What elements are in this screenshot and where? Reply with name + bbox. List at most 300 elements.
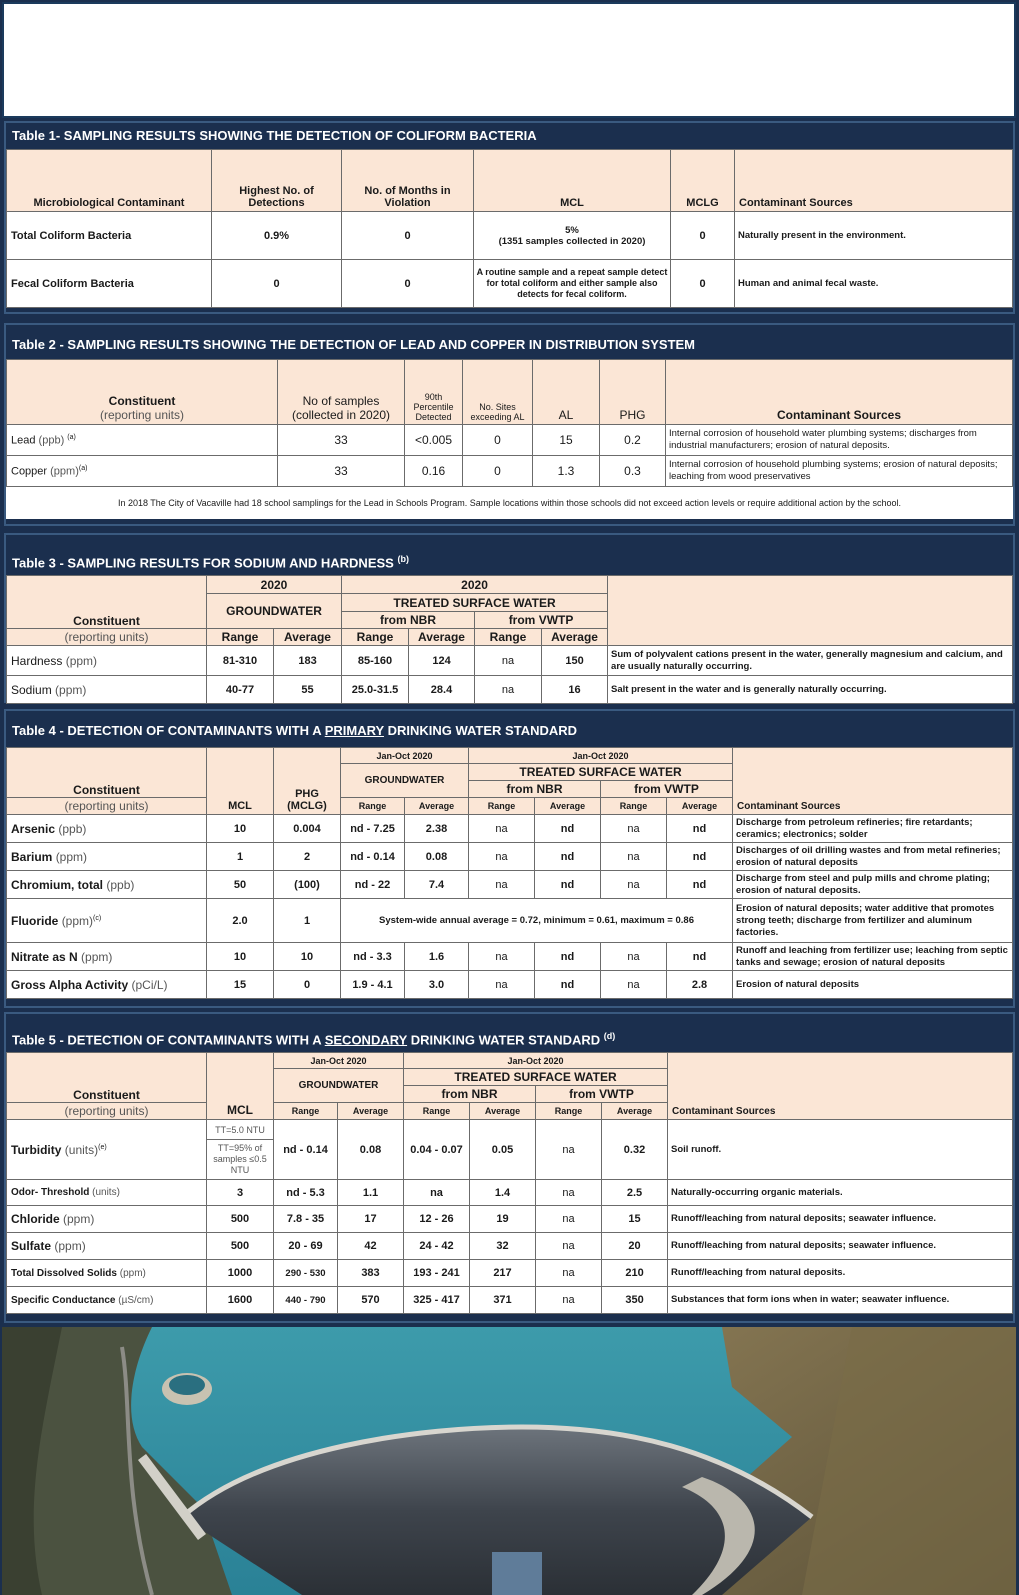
t4-header-vwtp-average: Average [667, 798, 733, 815]
t1-row1-mclg: 0 [671, 212, 735, 260]
t4-row-unit: (ppb) [58, 821, 87, 836]
t5-row-vwtp-avg: 210 [602, 1260, 668, 1287]
t1-row1-sources: Naturally present in the environment. [735, 212, 1013, 260]
t4-row-gw-avg: 3.0 [405, 971, 469, 999]
t5-turbidity-vwtp-range: na [536, 1120, 602, 1180]
t4-header-nbr-range: Range [469, 798, 535, 815]
t4-row-vwtp-range: na [601, 871, 667, 899]
t3-row1-label: Hardness [11, 653, 63, 668]
t5-turbidity-sources: Soil runoff. [668, 1120, 1013, 1180]
t1-header-mclg: MCLG [671, 150, 735, 212]
t3-row2-vwtp-avg: 16 [542, 676, 608, 704]
t3-header-year2: 2020 [342, 576, 608, 594]
header-blank-area [2, 2, 1016, 118]
t4-row-label: Fluoride [11, 913, 59, 928]
t3-row2-vwtp-range: na [475, 676, 542, 704]
t2-header-p90: 90th Percentile Detected [405, 360, 463, 425]
t5-header-treated: TREATED SURFACE WATER [404, 1069, 668, 1086]
t3-header-vwtp-range: Range [475, 629, 542, 646]
t3-row2-unit: (ppm) [55, 682, 87, 697]
t4-header-mcl: MCL [207, 748, 274, 815]
t2-samples-sub: (collected in 2020) [291, 408, 391, 422]
t5-row-sources: Substances that form ions when in water; seawater influence. [668, 1287, 1013, 1314]
table1-panel [4, 121, 1015, 314]
t3-header-treated: TREATED SURFACE WATER [342, 594, 608, 612]
t4-row-merged-note: System-wide annual average = 0.72, minimum = 0.61, maximum = 0.86 [341, 899, 733, 943]
t2-row2-label: Copper [11, 465, 48, 478]
t5-turbidity-mcl-b: TT=95% of samples ≤0.5 NTU [207, 1140, 274, 1180]
t4-row-mcl: 10 [207, 815, 274, 843]
t5-row-nbr-range: na [404, 1180, 470, 1206]
t4-row-name [7, 899, 207, 943]
t5-header-gw-average: Average [338, 1103, 404, 1120]
t5-header-sources: Contaminant Sources [668, 1053, 1013, 1120]
t5-row-unit: (ppm) [54, 1239, 86, 1253]
t4-row-nbr-avg: nd [535, 843, 601, 871]
t5-row-gw-avg: 570 [338, 1287, 404, 1314]
t3-header-gw-average: Average [274, 629, 342, 646]
t1-header-highest: Highest No. of Detections [212, 150, 342, 212]
t2-row2-sites: 0 [463, 456, 533, 487]
t2-row2-al: 1.3 [533, 456, 600, 487]
t5-row-nbr-range: 193 - 241 [404, 1260, 470, 1287]
t4-row-sources: Erosion of natural deposits [733, 971, 1013, 999]
t5-row-gw-avg: 383 [338, 1260, 404, 1287]
table-row [7, 646, 1013, 676]
t1-row2-mcl: A routine sample and a repeat sample detect for total coliform and either sample also detects for fecal coliform. [474, 260, 671, 308]
t2-row1-samples: 33 [278, 425, 405, 456]
table3-panel [4, 533, 1015, 703]
table5-panel [4, 1012, 1015, 1323]
t5-turbidity-mcl-a: TT=5.0 NTU [207, 1120, 274, 1140]
t3-header-vwtp-average: Average [542, 629, 608, 646]
t5-row-nbr-avg: 371 [470, 1287, 536, 1314]
t4-row-vwtp-avg: nd [667, 843, 733, 871]
t5-row-vwtp-range: na [536, 1233, 602, 1260]
t5-row-gw-avg: 17 [338, 1206, 404, 1233]
t5-row-name [7, 1287, 207, 1314]
t5-row-label: Chloride [11, 1212, 60, 1226]
t2-row2-note: (a) [78, 464, 88, 472]
t4-row-vwtp-avg: nd [667, 815, 733, 843]
t3-row1-vwtp-range: na [475, 646, 542, 676]
t4-row-sources: Discharge from steel and pulp mills and chrome plating; erosion of natural deposits. [733, 871, 1013, 899]
t3-row2-sources: Salt present in the water and is generally naturally occurring. [608, 676, 1013, 704]
t4-header-constituent: Constituent [7, 748, 207, 798]
t5-turbidity-label: Turbidity [11, 1142, 62, 1157]
table-row [7, 943, 1013, 971]
t4-row-unit: (pCi/L) [131, 977, 168, 992]
t4-row-gw-range: nd - 3.3 [341, 943, 405, 971]
table-row [7, 260, 1013, 308]
t2-header-phg: PHG [600, 360, 666, 425]
t4-row-phg: 1 [274, 899, 341, 943]
t5-header-groundwater: GROUNDWATER [274, 1069, 404, 1103]
t2-header-al: AL [533, 360, 600, 425]
t1-row2-sources: Human and animal fecal waste. [735, 260, 1013, 308]
t3-header-vwtp: from VWTP [475, 612, 608, 629]
t3-row1-unit: (ppm) [65, 653, 98, 668]
t2-row1-name [7, 425, 278, 456]
t4-row-nbr-avg: nd [535, 971, 601, 999]
t3-row2-gw-range: 40-77 [207, 676, 274, 704]
table3-title [6, 535, 1013, 575]
t5-row-sources: Runoff/leaching from natural deposits; seawater influence. [668, 1233, 1013, 1260]
t3-row1-name [7, 646, 207, 676]
t4-row-name [7, 843, 207, 871]
t5-row-mcl: 500 [207, 1233, 274, 1260]
t5-header-nbr: from NBR [404, 1086, 536, 1103]
dam-photo [2, 1327, 1016, 1595]
t4-row-unit: (ppb) [106, 877, 135, 892]
t5-turbidity-vwtp-avg: 0.32 [602, 1120, 668, 1180]
t3-header-nbr-range: Range [342, 629, 409, 646]
t4-row-sources: Discharges of oil drilling wastes and from metal refineries; erosion of natural deposits [733, 843, 1013, 871]
table4 [6, 747, 1013, 999]
t2-row1-unit: (ppb) [38, 434, 65, 447]
t4-row-nbr-avg: nd [535, 815, 601, 843]
table-row [7, 1260, 1013, 1287]
t5-header-mcl: MCL [207, 1053, 274, 1120]
t4-row-nbr-avg: nd [535, 871, 601, 899]
t2-header-samples [278, 360, 405, 425]
t5-row-sources: Runoff/leaching from natural deposits; seawater influence. [668, 1206, 1013, 1233]
t1-row1-mcl [474, 212, 671, 260]
t4-row-mcl: 2.0 [207, 899, 274, 943]
t5-row-gw-range: 20 - 69 [274, 1233, 338, 1260]
t4-row-name [7, 971, 207, 999]
t4-row-note: (c) [93, 914, 102, 922]
t5-turbidity-nbr-range: 0.04 - 0.07 [404, 1120, 470, 1180]
t5-row-vwtp-range: na [536, 1260, 602, 1287]
t4-row-gw-range: 1.9 - 4.1 [341, 971, 405, 999]
t3-header-units: (reporting units) [7, 629, 207, 646]
t3-row2-gw-avg: 55 [274, 676, 342, 704]
t4-row-mcl: 50 [207, 871, 274, 899]
t5-row-nbr-avg: 32 [470, 1233, 536, 1260]
t1-row1-mcl-value: 5% [565, 224, 579, 236]
t5-row-sources: Naturally-occurring organic materials. [668, 1180, 1013, 1206]
t2-header-constituent [7, 360, 278, 425]
t5-row-vwtp-range: na [536, 1287, 602, 1314]
t5-row-label: Sulfate [11, 1239, 52, 1253]
t1-header-mcl: MCL [474, 150, 671, 212]
t5-row-mcl: 3 [207, 1180, 274, 1206]
t1-header-contaminant: Microbiological Contaminant [7, 150, 212, 212]
t4-header-gw-average: Average [405, 798, 469, 815]
t3-header-year1: 2020 [207, 576, 342, 594]
t4-row-nbr-range: na [469, 943, 535, 971]
t5-row-unit: (units) [92, 1187, 120, 1198]
table5-title-emphasis: SECONDARY [324, 1032, 408, 1048]
t2-row2-samples: 33 [278, 456, 405, 487]
t3-row1-sources: Sum of polyvalent cations present in the water, generally magnesium and calcium, and are usually naturally occurring. [608, 646, 1013, 676]
t4-row-phg: 2 [274, 843, 341, 871]
t3-header-nbr: from NBR [342, 612, 475, 629]
t1-header-sources: Contaminant Sources [735, 150, 1013, 212]
t4-row-label: Nitrate as N [11, 949, 82, 964]
table5 [6, 1052, 1013, 1314]
t5-row-gw-range: 7.8 - 35 [274, 1206, 338, 1233]
t2-row1-p90: <0.005 [405, 425, 463, 456]
t4-row-nbr-range: na [469, 843, 535, 871]
t5-row-vwtp-range: na [536, 1206, 602, 1233]
t4-row-name [7, 943, 207, 971]
t5-row-vwtp-avg: 20 [602, 1233, 668, 1260]
t4-row-nbr-range: na [469, 815, 535, 843]
t4-row-phg: (100) [274, 871, 341, 899]
t1-row2-name: Fecal Coliform Bacteria [7, 260, 212, 308]
t5-row-nbr-range: 24 - 42 [404, 1233, 470, 1260]
t3-row2-nbr-range: 25.0-31.5 [342, 676, 409, 704]
t4-row-sources: Erosion of natural deposits; water additive that promotes strong teeth; discharge from fertilizer and aluminum factories. [733, 899, 1013, 943]
table2-title: Table 2 - SAMPLING RESULTS SHOWING THE DETECTION OF LEAD AND COPPER IN DISTRIBUTION SYSTEM [12, 337, 696, 352]
t2-row2-unit: (ppm) [50, 465, 79, 478]
t5-row-gw-range: 290 - 530 [274, 1260, 338, 1287]
t4-row-unit: (ppm) [55, 849, 88, 864]
t2-header-sources: Contaminant Sources [666, 360, 1013, 425]
t4-row-label: Chromium, total [11, 877, 103, 892]
t2-row1-label: Lead [11, 434, 36, 447]
table5-title-pre: Table 5 - DETECTION OF CONTAMINANTS WITH A [12, 1032, 325, 1048]
t4-row-gw-range: nd - 22 [341, 871, 405, 899]
t4-row-vwtp-avg: 2.8 [667, 971, 733, 999]
table4-title-post: DRINKING WATER STANDARD [383, 723, 578, 738]
t4-row-vwtp-range: na [601, 815, 667, 843]
t5-row-unit: (µS/cm) [118, 1294, 154, 1306]
table-row [7, 676, 1013, 704]
t5-header-gw-range: Range [274, 1103, 338, 1120]
t4-header-groundwater: GROUNDWATER [341, 764, 469, 798]
t5-row-vwtp-avg: 350 [602, 1287, 668, 1314]
t4-row-sources: Runoff and leaching from fertilizer use; leaching from septic tanks and sewage; erosion of natural deposits [733, 943, 1013, 971]
t5-turbidity-nbr-avg: 0.05 [470, 1120, 536, 1180]
t4-row-nbr-range: na [469, 871, 535, 899]
t5-header-nbr-average: Average [470, 1103, 536, 1120]
t4-header-vwtp: from VWTP [601, 781, 733, 798]
t4-row-name [7, 871, 207, 899]
t2-row1-sites: 0 [463, 425, 533, 456]
t1-row1-mcl-note: (1351 samples collected in 2020) [498, 235, 646, 247]
table-row [7, 456, 1013, 487]
t2-header-sites: No. Sites exceeding AL [463, 360, 533, 425]
t4-row-gw-range: nd - 7.25 [341, 815, 405, 843]
t3-row2-nbr-avg: 28.4 [409, 676, 475, 704]
table-row [7, 899, 1013, 943]
t2-row1-al: 15 [533, 425, 600, 456]
table5-title-note: (d) [603, 1031, 616, 1041]
table3-title-note: (b) [397, 554, 409, 564]
t4-row-nbr-range: na [469, 971, 535, 999]
t4-row-gw-avg: 0.08 [405, 843, 469, 871]
t4-row-phg: 0.004 [274, 815, 341, 843]
t2-footnote: In 2018 The City of Vacaville had 18 school samplings for the Lead in Schools Program. Sample locations within those schools did not exceed action levels or require additional action by the school. [117, 497, 902, 508]
t3-header-groundwater: GROUNDWATER [207, 594, 342, 629]
t4-row-mcl: 15 [207, 971, 274, 999]
t4-row-vwtp-avg: nd [667, 871, 733, 899]
table1 [6, 149, 1013, 308]
t1-row1-months: 0 [342, 212, 474, 260]
t5-row-nbr-avg: 19 [470, 1206, 536, 1233]
t2-row1-note: (a) [67, 433, 76, 441]
table3 [6, 575, 1013, 704]
t4-header-units: (reporting units) [7, 798, 207, 815]
t5-row-vwtp-avg: 2.5 [602, 1180, 668, 1206]
t4-row-gw-avg: 7.4 [405, 871, 469, 899]
t4-row-vwtp-range: na [601, 971, 667, 999]
t5-row-gw-range: nd - 5.3 [274, 1180, 338, 1206]
t5-turbidity-note: (e) [98, 1143, 107, 1151]
t5-row-mcl: 1600 [207, 1287, 274, 1314]
t4-row-gw-range: nd - 0.14 [341, 843, 405, 871]
t4-header-nbr: from NBR [469, 781, 601, 798]
table-row [7, 815, 1013, 843]
t5-row-mcl: 500 [207, 1206, 274, 1233]
table5-title-post: DRINKING WATER STANDARD [407, 1032, 601, 1048]
t5-row-nbr-range: 12 - 26 [404, 1206, 470, 1233]
t3-header-gw-range: Range [207, 629, 274, 646]
t5-row-mcl: 1000 [207, 1260, 274, 1287]
t4-row-mcl: 1 [207, 843, 274, 871]
table2 [6, 359, 1013, 519]
t3-row2-label: Sodium [11, 682, 52, 697]
t4-header-nbr-average: Average [535, 798, 601, 815]
t5-row-gw-range: 440 - 790 [274, 1287, 338, 1314]
t5-row-label: Specific Conductance [11, 1294, 116, 1306]
t4-row-label: Arsenic [11, 821, 56, 836]
t1-row2-mclg: 0 [671, 260, 735, 308]
table-row [7, 1287, 1013, 1314]
t5-row-nbr-range: 325 - 417 [404, 1287, 470, 1314]
t4-header-phg [274, 748, 341, 815]
t3-header-nbr-average: Average [409, 629, 475, 646]
t3-header-constituent: Constituent [7, 576, 207, 629]
t4-row-phg: 0 [274, 971, 341, 999]
table4-panel [4, 709, 1015, 1008]
t5-header-vwtp: from VWTP [536, 1086, 668, 1103]
table-row [7, 1120, 1013, 1140]
t3-row1-vwtp-avg: 150 [542, 646, 608, 676]
t4-row-mcl: 10 [207, 943, 274, 971]
t5-turbidity-gw-avg: 0.08 [338, 1120, 404, 1180]
table-row [7, 971, 1013, 999]
table1-title: Table 1- SAMPLING RESULTS SHOWING THE DETECTION OF COLIFORM BACTERIA [12, 128, 537, 143]
t5-header-constituent: Constituent [7, 1053, 207, 1103]
t5-header-units: (reporting units) [7, 1103, 207, 1120]
t5-row-name [7, 1206, 207, 1233]
t5-row-gw-avg: 1.1 [338, 1180, 404, 1206]
t4-row-name [7, 815, 207, 843]
t3-header-sources [608, 576, 1013, 646]
t4-row-vwtp-avg: nd [667, 943, 733, 971]
t2-constituent-label: Constituent [108, 394, 176, 408]
t5-row-name [7, 1180, 207, 1206]
t5-turbidity-name [7, 1120, 207, 1180]
t4-phg-label: PHG [295, 788, 319, 800]
t5-header-vwtp-average: Average [602, 1103, 668, 1120]
table-row [7, 1233, 1013, 1260]
t2-row1-phg: 0.2 [600, 425, 666, 456]
t5-header-period1: Jan-Oct 2020 [274, 1053, 404, 1069]
t5-row-unit: (ppm) [119, 1267, 146, 1279]
t4-row-sources: Discharge from petroleum refineries; fire retardants; ceramics; electronics; solder [733, 815, 1013, 843]
t4-row-vwtp-range: na [601, 843, 667, 871]
t4-header-period2: Jan-Oct 2020 [469, 748, 733, 764]
t4-header-treated: TREATED SURFACE WATER [469, 764, 733, 781]
t1-header-months: No. of Months in Violation [342, 150, 474, 212]
t4-header-sources: Contaminant Sources [733, 748, 1013, 815]
table-row [7, 425, 1013, 456]
t4-row-phg: 10 [274, 943, 341, 971]
t4-header-gw-range: Range [341, 798, 405, 815]
t5-turbidity-gw-range: nd - 0.14 [274, 1120, 338, 1180]
t1-row2-highest: 0 [212, 260, 342, 308]
t4-row-label: Barium [11, 849, 53, 864]
t4-row-unit: (ppm) [61, 913, 94, 928]
t4-row-unit: (ppm) [81, 949, 113, 964]
t4-header-vwtp-range: Range [601, 798, 667, 815]
t5-row-vwtp-avg: 15 [602, 1206, 668, 1233]
t5-row-name [7, 1233, 207, 1260]
table-row [7, 212, 1013, 260]
table-row [7, 843, 1013, 871]
t5-row-label: Odor- Threshold [11, 1187, 90, 1198]
table-row [7, 1180, 1013, 1206]
dam-photo-image [2, 1327, 1016, 1595]
t5-row-nbr-avg: 217 [470, 1260, 536, 1287]
t2-row2-sources: Internal corrosion of household plumbing systems; erosion of natural deposits; leaching from wood preservatives [666, 456, 1013, 487]
t5-header-vwtp-range: Range [536, 1103, 602, 1120]
t4-header-period1: Jan-Oct 2020 [341, 748, 469, 764]
t5-row-label: Total Dissolved Solids [11, 1267, 117, 1279]
t5-row-gw-avg: 42 [338, 1233, 404, 1260]
t2-row1-sources: Internal corrosion of household water plumbing systems; discharges from industrial manufacturers; erosion of natural deposits. [666, 425, 1013, 456]
t1-row1-highest: 0.9% [212, 212, 342, 260]
t4-mclg-label: (MCLG) [287, 800, 327, 812]
t4-row-gw-avg: 2.38 [405, 815, 469, 843]
t2-row2-p90: 0.16 [405, 456, 463, 487]
t4-row-gw-avg: 1.6 [405, 943, 469, 971]
t3-row1-nbr-avg: 124 [409, 646, 475, 676]
t5-row-sources: Runoff/leaching from natural deposits. [668, 1260, 1013, 1287]
t5-row-vwtp-range: na [536, 1180, 602, 1206]
t3-row1-nbr-range: 85-160 [342, 646, 409, 676]
t2-units-label: (reporting units) [99, 408, 185, 422]
t5-row-name [7, 1260, 207, 1287]
t4-row-vwtp-range: na [601, 943, 667, 971]
table-row [7, 1206, 1013, 1233]
t5-turbidity-unit: (units) [64, 1142, 99, 1157]
table4-title [6, 711, 1013, 747]
table3-title-text: Table 3 - SAMPLING RESULTS FOR SODIUM AND HARDNESS [12, 555, 394, 571]
t4-row-nbr-avg: nd [535, 943, 601, 971]
t5-row-unit: (ppm) [63, 1212, 95, 1226]
t3-row2-name [7, 676, 207, 704]
t5-header-period2: Jan-Oct 2020 [404, 1053, 668, 1069]
t5-row-nbr-avg: 1.4 [470, 1180, 536, 1206]
table-row [7, 871, 1013, 899]
t1-row1-name: Total Coliform Bacteria [7, 212, 212, 260]
table4-title-emphasis: PRIMARY [324, 723, 384, 738]
t3-row1-gw-range: 81-310 [207, 646, 274, 676]
t3-row1-gw-avg: 183 [274, 646, 342, 676]
t2-row2-name [7, 456, 278, 487]
t4-row-label: Gross Alpha Activity [11, 977, 129, 992]
t5-header-nbr-range: Range [404, 1103, 470, 1120]
t2-samples-label: No of samples [302, 394, 380, 408]
table5-title [6, 1014, 1013, 1052]
t1-row2-months: 0 [342, 260, 474, 308]
